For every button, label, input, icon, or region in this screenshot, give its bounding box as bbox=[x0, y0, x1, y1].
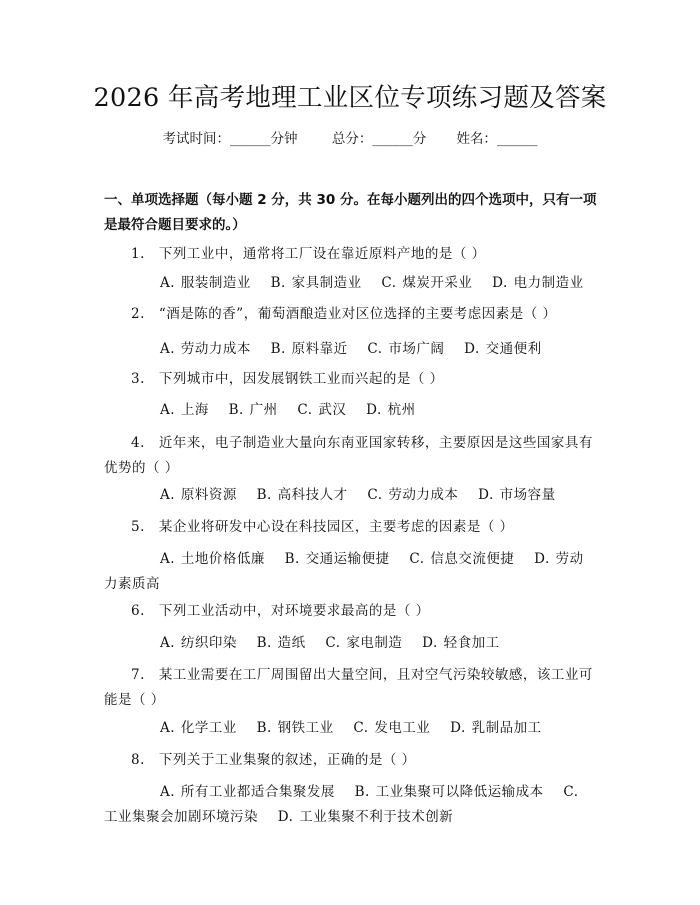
question-3 bbox=[104, 367, 596, 392]
page-title: 2026 年高考地理工业区位专项练习题及答案 bbox=[93, 83, 607, 113]
question-text: “酒是陈的香”，葡萄酒酿造业对区位选择的主要考虑因素是（ ） bbox=[158, 306, 557, 322]
score-unit: 分 bbox=[412, 131, 427, 147]
question-text: 近年来，电子制造业大量向东南亚国家转移，主要原因是这些国家具有优势的（ ） bbox=[104, 435, 593, 476]
question-7-options: A. 化学工业 B. 钢铁工业 C. 发电工业 D. 乳制品加工 bbox=[160, 720, 542, 736]
question-1-options: A. 服装制造业 B. 家具制造业 C. 煤炭开采业 D. 电力制造业 bbox=[160, 275, 584, 291]
question-text: 某企业将研发中心设在科技园区，主要考虑的因素是（ ） bbox=[158, 519, 514, 535]
exam-meta bbox=[0, 126, 700, 152]
question-6-options: A. 纺织印染 B. 造纸 C. 家电制造 D. 轻食加工 bbox=[160, 635, 500, 651]
question-number: 4. bbox=[131, 435, 145, 451]
question-2 bbox=[104, 302, 596, 327]
question-1 bbox=[104, 242, 596, 267]
question-text: 下列工业活动中，对环境要求最高的是（ ） bbox=[158, 603, 430, 619]
score-label: 总分： bbox=[331, 131, 373, 147]
name-blank: ______ bbox=[496, 131, 538, 147]
question-number: 1. bbox=[131, 246, 145, 262]
question-4 bbox=[104, 431, 596, 481]
time-label: 考试时间： bbox=[162, 131, 231, 147]
question-number: 7. bbox=[131, 667, 145, 683]
question-5 bbox=[104, 515, 596, 540]
time-unit: 分钟 bbox=[270, 131, 298, 147]
score-blank: ______ bbox=[372, 131, 413, 147]
question-text: 下列关于工业集聚的叙述，正确的是（ ） bbox=[158, 752, 416, 768]
question-text: 某工业需要在工厂周围留出大量空间，且对空气污染较敏感，该工业可能是（ ） bbox=[104, 667, 593, 708]
question-number: 6. bbox=[131, 603, 145, 619]
question-number: 2. bbox=[131, 306, 145, 322]
question-5-options: A. 土地价格低廉 B. 交通运输便捷 C. 信息交流便捷 D. 劳动力素质高 bbox=[104, 551, 584, 592]
name-label: 姓名： bbox=[456, 131, 497, 147]
question-number: 8. bbox=[131, 752, 145, 768]
question-3-options: A. 上海 B. 广州 C. 武汉 D. 杭州 bbox=[160, 402, 416, 418]
time-blank: ______ bbox=[230, 131, 271, 147]
section-heading: 一、单项选择题（每小题 2 分，共 30 分。在每小题列出的四个选项中，只有一项是最符合题目要求的。） bbox=[104, 192, 597, 233]
question-number: 5. bbox=[131, 519, 145, 535]
question-text: 下列工业中，通常将工厂设在靠近原料产地的是（ ） bbox=[158, 246, 486, 262]
question-text: 下列城市中，因发展钢铁工业而兴起的是（ ） bbox=[158, 371, 444, 387]
question-8 bbox=[104, 748, 596, 773]
question-number: 3. bbox=[131, 371, 145, 387]
question-4-options: A. 原料资源 B. 高科技人才 C. 劳动力成本 D. 市场容量 bbox=[160, 487, 556, 503]
question-7 bbox=[104, 663, 596, 713]
question-6 bbox=[104, 599, 596, 624]
question-2-options: A. 劳动力成本 B. 原料靠近 C. 市场广阔 D. 交通便利 bbox=[160, 341, 542, 357]
question-8-options: A. 所有工业都适合集聚发展 B. 工业集聚可以降低运输成本 C. 工业集聚会加剧环境污染 D. 工业集聚不利于技术创新 bbox=[104, 784, 579, 825]
